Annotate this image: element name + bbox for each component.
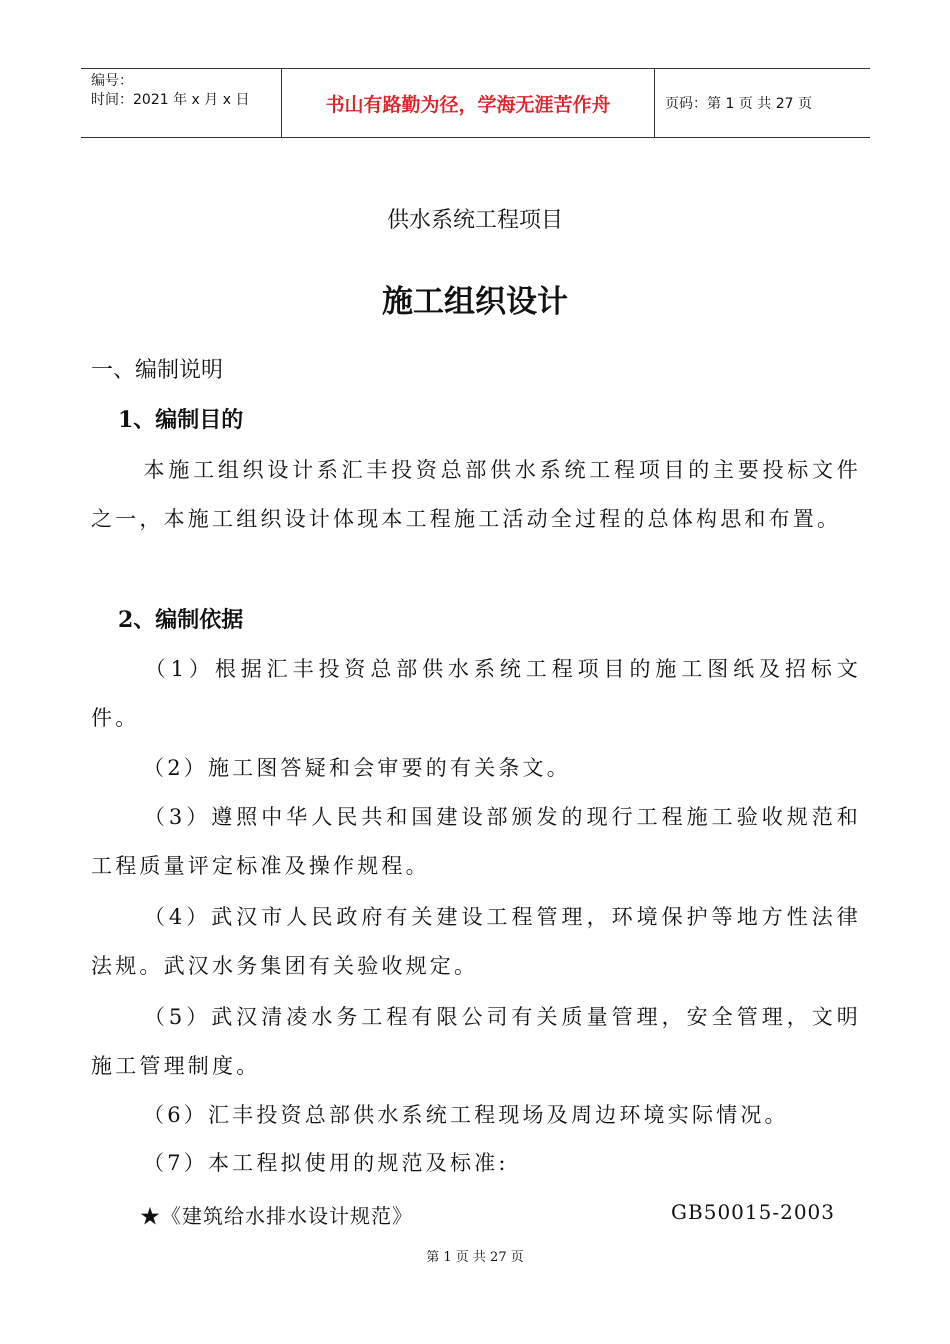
basis-item-6 — [91, 1091, 861, 1140]
basis-item-text: （4）武汉市人民政府有关建设工程管理，环境保护等地方性法律法规。武汉水务集团有关验收规定。 — [91, 905, 861, 978]
document-subtitle: 供水系统工程项目 — [386, 208, 563, 233]
header-time: 时间：2021 年 x 月 x 日 — [91, 92, 250, 108]
basis-item-text: （7）本工程拟使用的规范及标准: — [143, 1151, 509, 1175]
basis-item-2 — [91, 744, 861, 793]
header-number: 编号： — [91, 73, 133, 89]
subsection-heading-1: 1、编制目的 — [118, 407, 244, 433]
page-header — [81, 68, 870, 138]
purpose-paragraph — [91, 446, 861, 544]
header-motto-cell — [282, 69, 655, 137]
basis-item-text: （5）武汉清凌水务工程有限公司有关质量管理，安全管理，文明施工管理制度。 — [91, 1005, 861, 1078]
basis-item-3 — [91, 793, 861, 891]
header-meta — [81, 69, 282, 137]
standard-name: ★《建筑给水排水设计规范》 — [140, 1204, 413, 1228]
header-motto: 书山有路勤为径，学海无涯苦作舟 — [325, 93, 611, 116]
purpose-text: 本施工组织设计系汇丰投资总部供水系统工程项目的主要投标文件之一，本施工组织设计体现本工程施工活动全过程的总体构思和布置。 — [91, 458, 861, 531]
basis-item-7 — [91, 1139, 861, 1188]
page-footer: 第 1 页 共 27 页 — [426, 1250, 524, 1265]
basis-item-4 — [91, 893, 861, 991]
standard-code: GB50015-2003 — [671, 1200, 835, 1224]
subsection-heading-2: 2、编制依据 — [118, 607, 244, 633]
basis-item-5 — [91, 993, 861, 1091]
header-page-info: 页码：第 1 页 共 27 页 — [665, 96, 812, 112]
basis-item-text: （3）遵照中华人民共和国建设部颁发的现行工程施工验收规范和工程质量评定标准及操作规程。 — [91, 805, 861, 878]
basis-item-1 — [91, 645, 861, 743]
basis-item-text: （1）根据汇丰投资总部供水系统工程项目的施工图纸及招标文件。 — [91, 657, 861, 730]
section-heading-1: 一、编制说明 — [91, 358, 224, 383]
standard-row — [140, 1200, 835, 1229]
document-title: 施工组织设计 — [382, 284, 568, 320]
basis-item-text: （2）施工图答疑和会审要的有关条文。 — [143, 756, 571, 780]
basis-item-text: （6）汇丰投资总部供水系统工程现场及周边环境实际情况。 — [143, 1103, 789, 1127]
